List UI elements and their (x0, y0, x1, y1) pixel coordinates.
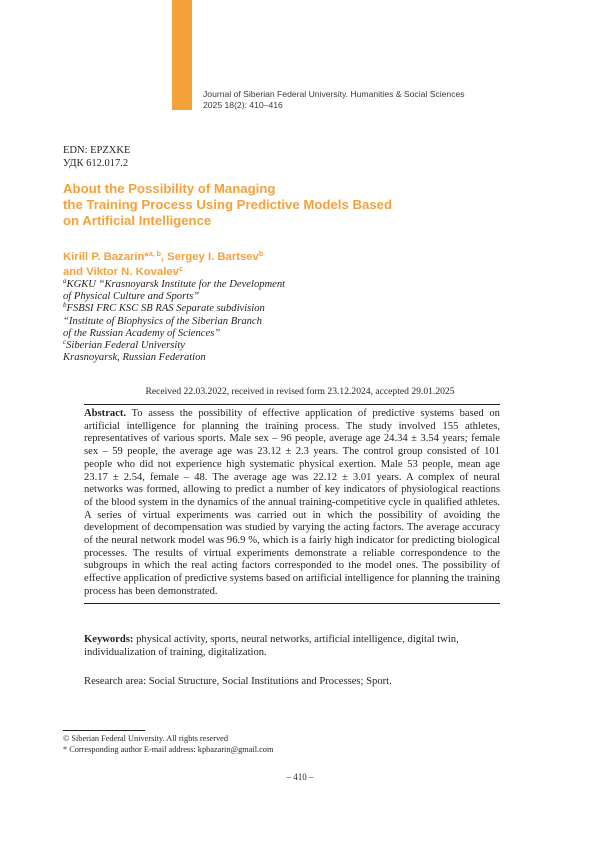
journal-header (203, 89, 563, 111)
title-line: the Training Process Using Predictive Models Based (63, 197, 393, 212)
received-dates: Received 22.03.2022, received in revised form 23.12.2024, accepted 29.01.2025 (145, 386, 455, 397)
author-list (63, 250, 463, 280)
author-name: , Sergey I. Bartsev (160, 251, 259, 263)
affiliation-line: of Physical Culture and Sports” (63, 291, 200, 303)
author-affiliation-mark: b (258, 251, 264, 258)
udk-code: УДК 612.017.2 (63, 158, 129, 169)
journal-name: Journal of Siberian Federal University. Humanities & Social Sciences (203, 89, 465, 99)
affiliation-text: FSBSI FRC KSC SB RAS Separate subdivision (66, 303, 265, 315)
author-affiliation-mark: a, b (148, 251, 161, 258)
journal-volume: 2025 18(2): 410–416 (203, 100, 283, 110)
keywords-text: physical activity, sports, neural networks, artificial intelligence, digital twin, individualization of training, digitalization. (84, 634, 459, 658)
page-number: – 410 – (286, 772, 314, 782)
author-line (63, 265, 463, 280)
affiliation-line (63, 340, 463, 352)
identifiers (63, 144, 130, 170)
title-line: on Artificial Intelligence (63, 213, 212, 228)
edn-code: EDN: EPZXKE (63, 145, 131, 156)
affiliation-mark: c (63, 338, 67, 347)
keywords-paragraph (84, 634, 500, 659)
affiliation-text: KGKU “Krasnoyarsk Institute for the Development (66, 279, 286, 290)
affiliations (63, 279, 463, 364)
affiliation-line (63, 279, 463, 291)
accent-bar (172, 0, 192, 110)
affiliation-mark: b (63, 301, 67, 310)
article-title (63, 181, 463, 229)
author-name: and Viktor N. Kovalev (63, 266, 179, 278)
abstract-label: Abstract. (84, 408, 127, 419)
author-line (63, 250, 463, 265)
research-area: Research area: Social Structure, Social Institutions and Processes; Sport. (84, 676, 392, 687)
abstract-section (84, 404, 500, 604)
affiliation-line (63, 303, 463, 315)
abstract-paragraph (84, 408, 500, 599)
footnotes (63, 733, 463, 755)
keywords-label: Keywords: (84, 634, 134, 645)
title-line: About the Possibility of Managing (63, 181, 276, 196)
abstract-text: To assess the possibility of effective application of predictive systems based on artificial intelligence for planning the training process. The study involved 155 athletes, representatives of various sports. Male sex – 96 people, average age 24.34 ± 3.54 years; female sex – 59 people, the average age was 23.12 ± 2.3 years. The control group consisted of 101 people who did not experience high systematic physical exertion. Male 53 people, mean age 23.17 ± 2.54, female – 48. The average age was 22.12 ± 3.01 years. A complex of neural networks was formed, allowing to predict a number of key indicators of physiological reactions of the blood system in the dynamics of the annual training-competitive cycle in qualified athletes. A series of virtual experiments was carried out in which the possibility of avoiding the development of decompensation was studied by varying the acting factors. The average accuracy of the neural network model was 96.9 %, which is a fairly high indicator for predicting biological processes. The results of virtual experiments demonstrate a reliable correspondence to the subgroups in which the real acting factors corresponded to the model ones. The possibility of effective application of predictive systems based on artificial intelligence for planning the training process has been demonstrated. (84, 408, 500, 597)
affiliation-line: Krasnoyarsk, Russian Federation (63, 352, 206, 364)
footnote-divider (63, 730, 145, 731)
author-name: Kirill P. Bazarin* (63, 251, 149, 263)
author-affiliation-mark: c (178, 266, 183, 273)
affiliation-line: “Institute of Biophysics of the Siberian Branch (63, 315, 262, 327)
affiliation-text: Siberian Federal University (66, 340, 185, 352)
affiliation-mark: a (63, 277, 67, 285)
copyright-note: © Siberian Federal University. All rights reserved (63, 734, 228, 743)
affiliation-line: of the Russian Academy of Sciences” (63, 327, 221, 339)
corresponding-author-note: * Corresponding author E-mail address: kpbazarin@gmail.com (63, 745, 274, 754)
